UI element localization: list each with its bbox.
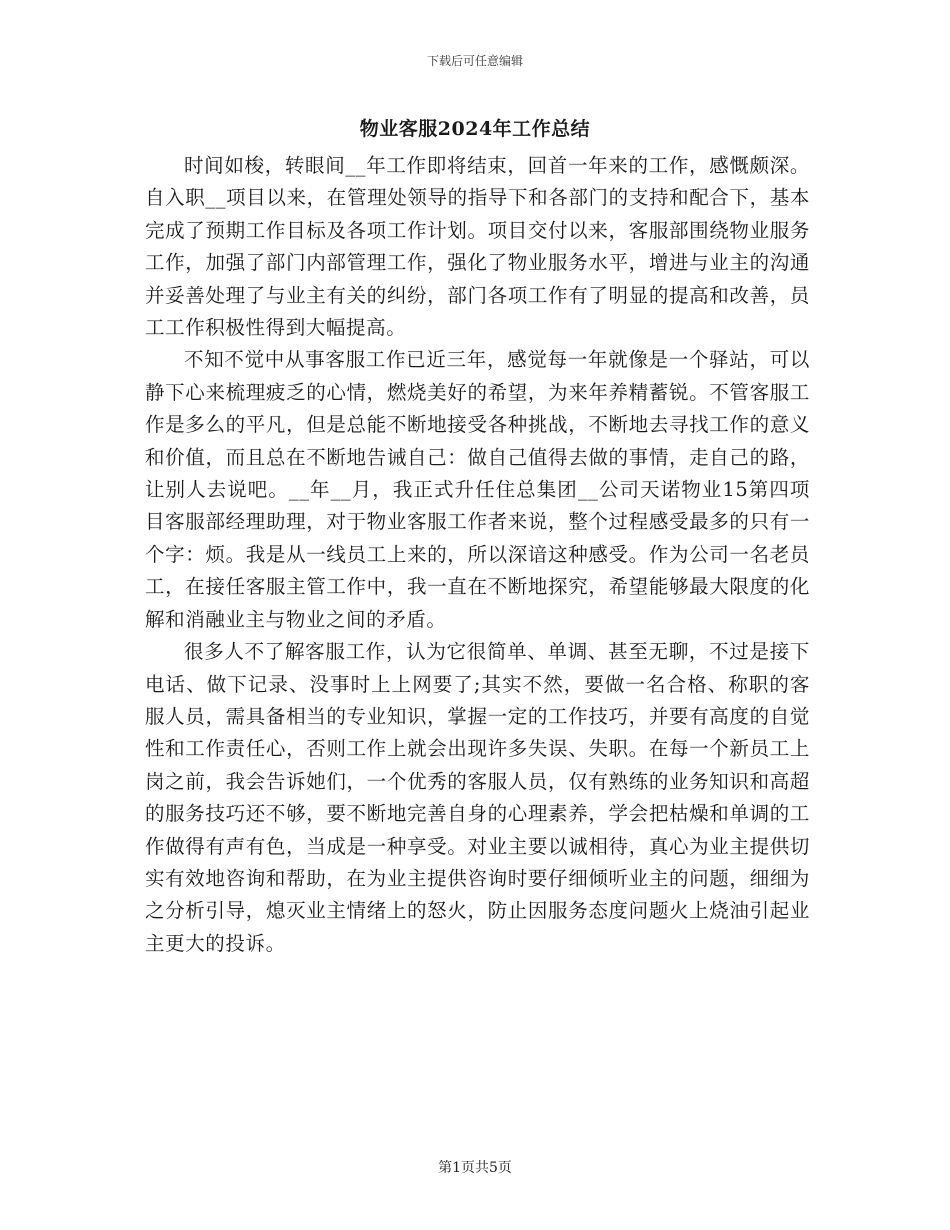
paragraph: 很多人不了解客服工作，认为它很简单、单调、甚至无聊，不过是接下电话、做下记录、没事时上上网要了;其实不然，要做一名合格、称职的客服人员，需具备相当的专业知识，掌握一定的工作技巧，并要有高度的自觉性和工作责任心，否则工作上就会出现许多失误、失职。在每一个新员工上岗之前，我会告诉她们，一个优秀的客服人员，仅有熟练的业务知识和高超的服务技巧还不够，要不断地完善自身的心理素养，学会把枯燥和单调的工作做得有声有色，当成是一种享受。对业主要以诚相待，真心为业主提供切实有效地咨询和帮助，在为业主提供咨询时要仔细倾听业主的问题，细细为之分析引导，熄灭业主情绪上的怒火，防止因服务态度问题火上烧油引起业主更大的投诉。: [145, 640, 810, 955]
paragraph: 时间如梭，转眼间__年工作即将结束，回首一年来的工作，感慨颇深。自入职__项目以来，在管理处领导的指导下和各部门的支持和配合下，基本完成了预期工作目标及各项工作计划。项目交付以来，客服部围绕物业服务工作，加强了部门内部管理工作，强化了物业服务水平，增进与业主的沟通并妥善处理了与业主有关的纠纷，部门各项工作有了明显的提高和改善，员工工作积极性得到大幅提高。: [145, 154, 810, 340]
page-number: 第1页共5页: [438, 1160, 512, 1176]
document-title: 物业客服2024年工作总结: [359, 118, 591, 140]
document-body: [145, 150, 810, 960]
header-note: 下载后可任意编辑: [426, 54, 523, 68]
paragraph: 不知不觉中从事客服工作已近三年，感觉每一年就像是一个驿站，可以静下心来梳理疲乏的心情，燃烧美好的希望，为来年养精蓄锐。不管客服工作是多么的平凡，但是总能不断地接受各种挑战，不断地去寻找工作的意义和价值，而且总在不断地告诫自己：做自己值得去做的事情，走自己的路，让别人去说吧。__年__月，我正式升任住总集团__公司天诺物业15第四项目客服部经理助理，对于物业客服工作者来说，整个过程感受最多的只有一个字：烦。我是从一线员工上来的，所以深谙这种感受。作为公司一名老员工，在接任客服主管工作中，我一直在不断地探究，希望能够最大限度的化解和消融业主与物业之间的矛盾。: [145, 348, 810, 631]
